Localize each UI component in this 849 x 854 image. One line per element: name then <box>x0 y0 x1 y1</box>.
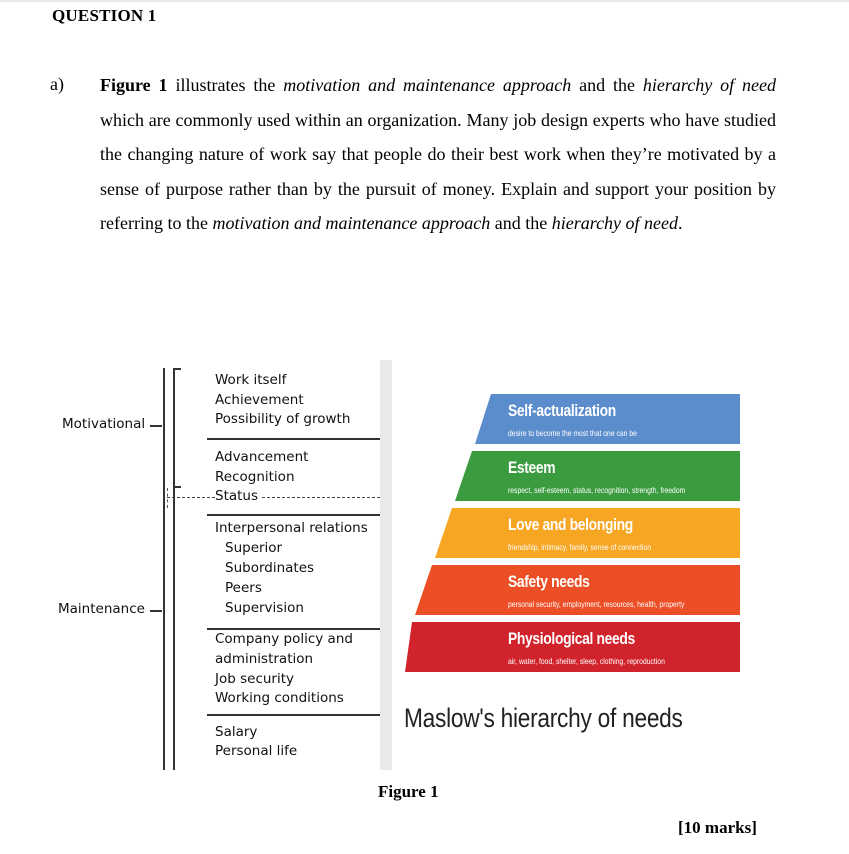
tier-title: Love and belonging <box>508 516 633 534</box>
factor-item: administration <box>215 651 314 667</box>
term-hierarchy: hierarchy of need <box>551 213 679 234</box>
factor-item: Company policy and <box>215 631 353 647</box>
text-run: and the <box>571 75 643 95</box>
tier-title: Self-actualization <box>508 402 616 420</box>
factor-item: Possibility of growth <box>215 411 351 427</box>
separator <box>207 514 380 516</box>
part-label: a) <box>50 74 64 94</box>
maslow-title: Maslow's hierarchy of needs <box>404 703 683 733</box>
maintenance-label: Maintenance <box>58 601 145 617</box>
figure-caption: Figure 1 <box>378 782 439 801</box>
text-run: which are commonly used within an organization. Many job design experts who have studied the changing nature of work say that people do their best work when they’re motivated by a sense of purpose rather than by the pursuit of money. Explain and support your position by referring to the <box>100 109 776 234</box>
tier-subtitle: air, water, food, shelter, sleep, clothing, reproduction <box>508 656 665 666</box>
tier-subtitle: respect, self-esteem, status, recognition, strength, freedom <box>508 485 686 495</box>
tier-title: Physiological needs <box>508 630 635 648</box>
term-hierarchy: hierarchy of need <box>642 75 776 95</box>
text-run: illustrates the <box>167 75 284 95</box>
top-rule <box>0 0 849 2</box>
bracket-line <box>163 488 165 770</box>
term-motivation: motivation and maintenance approach <box>283 75 572 95</box>
factor-item: Personal life <box>215 743 298 759</box>
bracket-line <box>173 368 175 488</box>
connector <box>150 610 162 612</box>
motivation-maintenance-diagram <box>55 360 390 770</box>
bracket-line <box>173 488 175 770</box>
separator <box>207 628 380 630</box>
factor-item: Achievement <box>215 392 304 408</box>
factor-item: Superior <box>225 540 283 556</box>
factor-item: Salary <box>215 724 258 740</box>
factor-item: Subordinates <box>225 560 315 576</box>
factor-item: Job security <box>215 671 295 687</box>
factor-item: Interpersonal relations <box>215 520 368 536</box>
question-paragraph <box>100 68 776 241</box>
dashed-separator <box>167 497 380 498</box>
term-motivation: motivation and maintenance approach <box>212 213 491 234</box>
factor-item: Work itself <box>215 372 287 388</box>
factor-item: Peers <box>225 580 262 596</box>
figure-ref: Figure 1 <box>100 75 168 95</box>
tier-subtitle: friendship, intimacy, family, sense of connection <box>508 542 651 552</box>
separator <box>207 438 380 440</box>
motivational-label: Motivational <box>62 416 146 432</box>
factor-item: Status <box>215 488 259 504</box>
tier-title: Esteem <box>508 459 556 477</box>
separator <box>207 714 380 716</box>
tier-subtitle: desire to become the most that one can be <box>508 428 637 438</box>
factor-item: Working conditions <box>215 690 344 706</box>
factor-item: Advancement <box>215 449 309 465</box>
question-title: QUESTION 1 <box>52 6 157 25</box>
text-run: and the <box>490 213 552 234</box>
factor-item: Recognition <box>215 469 295 485</box>
marks-label: [10 marks] <box>678 818 757 837</box>
connector <box>150 425 162 427</box>
diagram-shade <box>380 360 392 770</box>
bracket-line <box>163 368 165 488</box>
bracket-dash <box>167 488 168 508</box>
bracket-tick <box>173 368 181 370</box>
maslow-pyramid <box>405 392 740 672</box>
tier-subtitle: personal security, employment, resources, health, property <box>508 599 685 609</box>
text-run: . <box>678 213 683 234</box>
factor-item: Supervision <box>225 600 304 616</box>
tier-title: Safety needs <box>508 573 590 591</box>
